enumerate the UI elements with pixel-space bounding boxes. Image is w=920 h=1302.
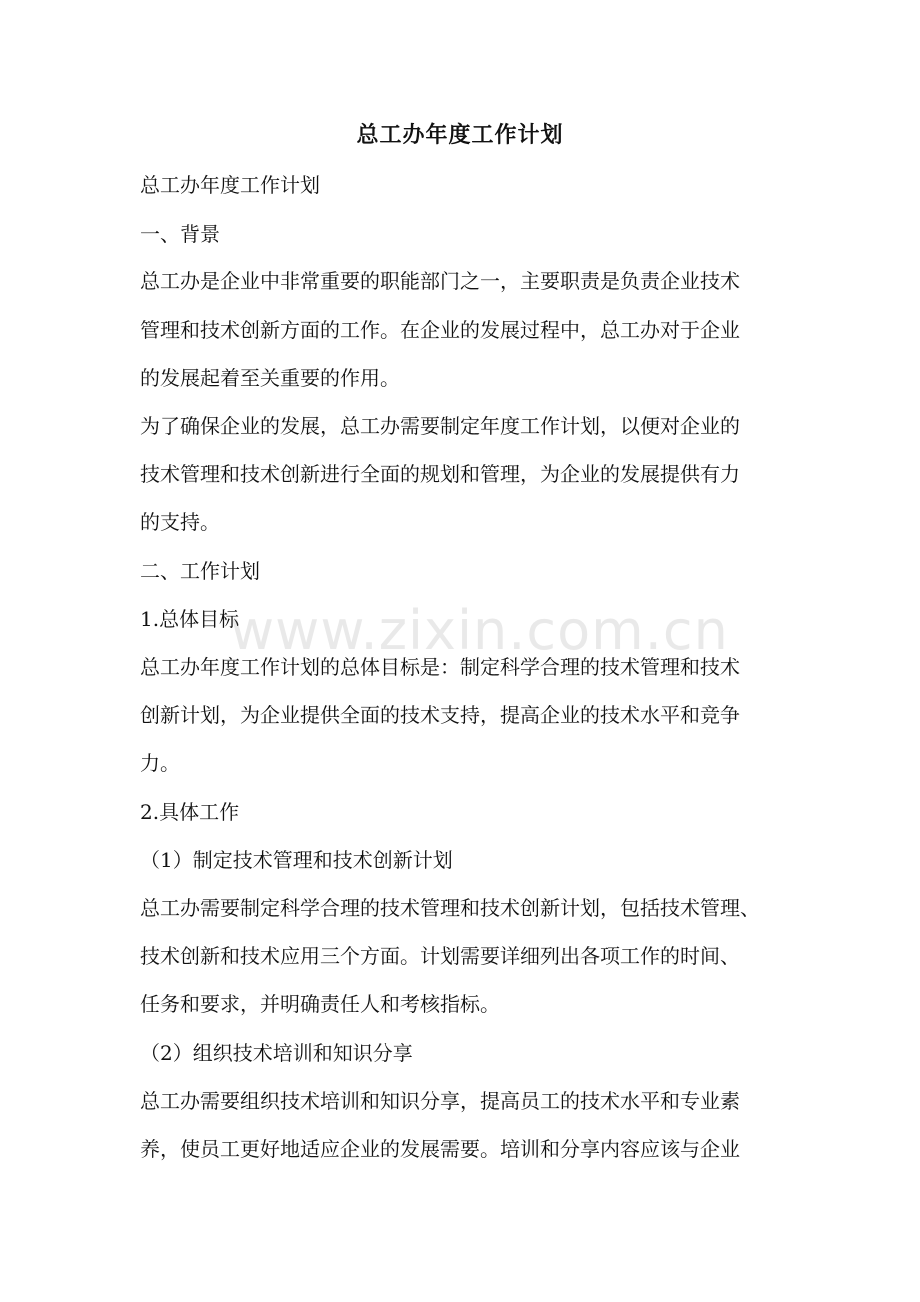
text-line: 为了确保企业的发展，总工办需要制定年度工作计划，以便对企业的 [140,414,740,438]
text-line: 养，使员工更好地适应企业的发展需要。培训和分享内容应该与企业 [140,1137,740,1161]
watermark: www.zixin.com.cn [230,599,729,662]
text-line: 技术管理和技术创新进行全面的规划和管理，为企业的发展提供有力 [140,462,740,486]
text-line: 总工办需要制定科学合理的技术管理和技术创新计划，包括技术管理、 [140,896,760,920]
text-line: 的发展起着至关重要的作用。 [140,366,400,390]
text-line-subtitle: 总工办年度工作计划 [140,173,320,197]
text-line-section-heading: 一、背景 [140,222,220,246]
text-line-item-heading: （2）组织技术培训和知识分享 [140,1041,413,1065]
text-line: 管理和技术创新方面的工作。在企业的发展过程中，总工办对于企业 [140,318,740,342]
text-line: 创新计划，为企业提供全面的技术支持，提高企业的技术水平和竞争 [140,703,740,727]
text-line: 任务和要求，并明确责任人和考核指标。 [140,992,500,1016]
text-line: 力。 [140,751,180,775]
text-line-subheading: 1.总体目标 [140,607,240,631]
text-line: 总工办需要组织技术培训和知识分享，提高员工的技术水平和专业素 [140,1089,740,1113]
text-line-section-heading: 二、工作计划 [140,559,260,583]
text-line: 总工办年度工作计划的总体目标是：制定科学合理的技术管理和技术 [140,655,740,679]
text-line: 的支持。 [140,510,220,534]
text-line-item-heading: （1）制定技术管理和技术创新计划 [140,848,453,872]
text-line-subheading: 2.具体工作 [140,800,240,824]
text-line: 技术创新和技术应用三个方面。计划需要详细列出各项工作的时间、 [140,944,740,968]
text-line: 总工办是企业中非常重要的职能部门之一，主要职责是负责企业技术 [140,269,740,293]
document-title: 总工办年度工作计划 [356,123,564,148]
